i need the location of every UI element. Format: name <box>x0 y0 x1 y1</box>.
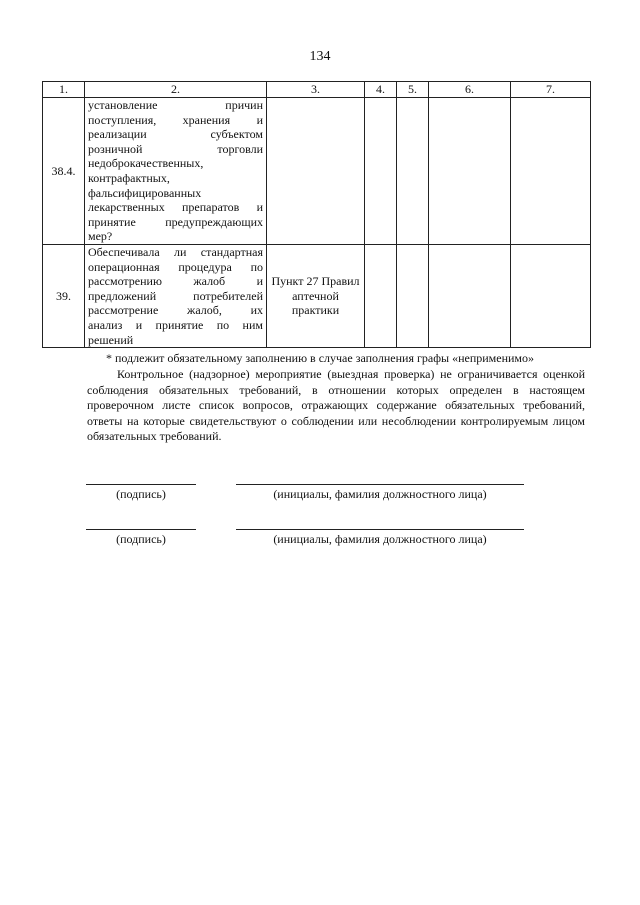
question-line: фальсифицированных <box>88 185 202 200</box>
signature-caption: (подпись) <box>116 487 166 501</box>
checklist-table <box>42 81 591 348</box>
question-line: решений <box>88 332 134 347</box>
column-header: 4. <box>365 82 397 98</box>
reference-cell <box>267 98 365 245</box>
answer-cell[interactable] <box>365 98 397 245</box>
name-line[interactable] <box>236 484 524 485</box>
signature-line[interactable] <box>86 529 196 530</box>
signature-caption: (подпись) <box>116 532 166 546</box>
answer-cell[interactable] <box>429 244 511 347</box>
question-line: рассмотрению жалоб и <box>88 274 263 289</box>
answer-cell[interactable] <box>511 98 591 245</box>
question-line: операционная процедура по <box>88 259 263 274</box>
row-number: 39. <box>43 244 85 347</box>
question-line: недоброкачественных, <box>88 156 204 171</box>
table-header-row <box>43 82 591 98</box>
question-line: поступления, хранения и <box>88 112 263 127</box>
question-cell <box>85 98 267 245</box>
row-number: 38.4. <box>43 98 85 245</box>
question-cell <box>85 244 267 347</box>
question-line: розничной торговли <box>88 141 263 156</box>
question-line: реализации субъектом <box>88 127 263 142</box>
question-line: анализ и принятие по ним <box>88 317 263 332</box>
column-header: 6. <box>429 82 511 98</box>
question-line: лекарственных препаратов и <box>88 200 263 215</box>
reference-cell: Пункт 27 Правил аптечной практики <box>267 244 365 347</box>
column-header: 1. <box>43 82 85 98</box>
table-row <box>43 244 591 347</box>
answer-cell[interactable] <box>511 244 591 347</box>
column-header: 3. <box>267 82 365 98</box>
question-line: установление причин <box>88 98 263 112</box>
answer-cell[interactable] <box>397 244 429 347</box>
name-caption: (инициалы, фамилия должностного лица) <box>273 532 487 546</box>
signature-line[interactable] <box>86 484 196 485</box>
footnote: * подлежит обязательному заполнению в случае заполнения графы «неприменимо» <box>105 351 535 365</box>
column-header: 2. <box>85 82 267 98</box>
answer-cell[interactable] <box>397 98 429 245</box>
question-line: принятие предупреждающих <box>88 214 263 229</box>
question-line: предложений потребителей <box>88 288 263 303</box>
column-header: 7. <box>511 82 591 98</box>
answer-cell[interactable] <box>429 98 511 245</box>
page-number: 134 <box>309 49 331 64</box>
name-line[interactable] <box>236 529 524 530</box>
note-paragraph: Контрольное (надзорное) мероприятие (выездная проверка) не ограничивается оценкой соблюдения обязательных требований, в отношении которых определен в настоящем проверочном листе список вопросов, отражающих содержание обязательных требований, ответы на которые свидетельствуют о соблюдении или несоблюдении контролируемым лицом обязательных требований. <box>87 367 585 443</box>
answer-cell[interactable] <box>365 244 397 347</box>
question-line: рассмотрение жалоб, их <box>88 303 263 318</box>
question-line: мер? <box>88 229 113 244</box>
question-line: контрафактных, <box>88 170 170 185</box>
question-line: Обеспечивала ли стандартная <box>88 244 263 259</box>
table-row <box>43 98 591 245</box>
column-header: 5. <box>397 82 429 98</box>
name-caption: (инициалы, фамилия должностного лица) <box>273 487 487 501</box>
